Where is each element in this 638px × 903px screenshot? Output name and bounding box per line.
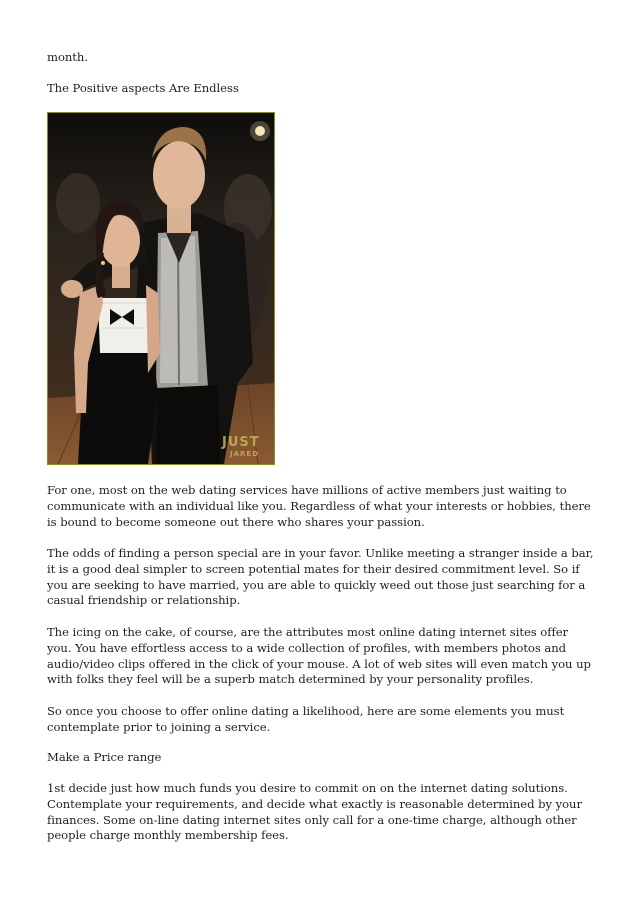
paragraph-continuation: month.: [47, 50, 88, 64]
paragraph-two: The odds of finding a person special are in your favor. Unlike meeting a stranger inside a bar, it is a good deal simpler to screen potential mates for their desired commitment level. So if you are seeking to have married, you are able to quickly weed out those just searching for a casual friendship or relationship.: [47, 546, 594, 608]
section-heading-positive-aspects: The Positive aspects Are Endless: [47, 81, 239, 95]
paragraph-four: So once you choose to offer online dating a likelihood, here are some elements you must contemplate prior to joining a service.: [47, 704, 565, 734]
svg-text:JUST: JUST: [222, 435, 260, 450]
couple-photo: [47, 112, 275, 465]
svg-text:JARED: JARED: [230, 450, 260, 458]
paragraph-five: 1st decide just how much funds you desire to commit on on the internet dating solutions. Contemplate your requirements, and decide what exactly is reasonable determined by your finances. Some on-line dating internet sites only call for a one-time charge, although other people charge monthly membership fees.: [47, 781, 582, 843]
section-heading-price-range: Make a Price range: [47, 750, 162, 764]
paragraph-one: For one, most on the web dating services have millions of active members just waiting to communicate with an individual like you. Regardless of what your interests or hobbies, there is bound to become someone out there who shares your passion.: [47, 483, 591, 529]
paragraph-three: The icing on the cake, of course, are the attributes most online dating internet sites offer you. You have effortless access to a wide collection of profiles, with members photos and audio/video clips offered in the click of your mouse. A lot of web sites will even match you up with folks they feel will be a superb match determined by your personality profiles.: [47, 625, 591, 687]
